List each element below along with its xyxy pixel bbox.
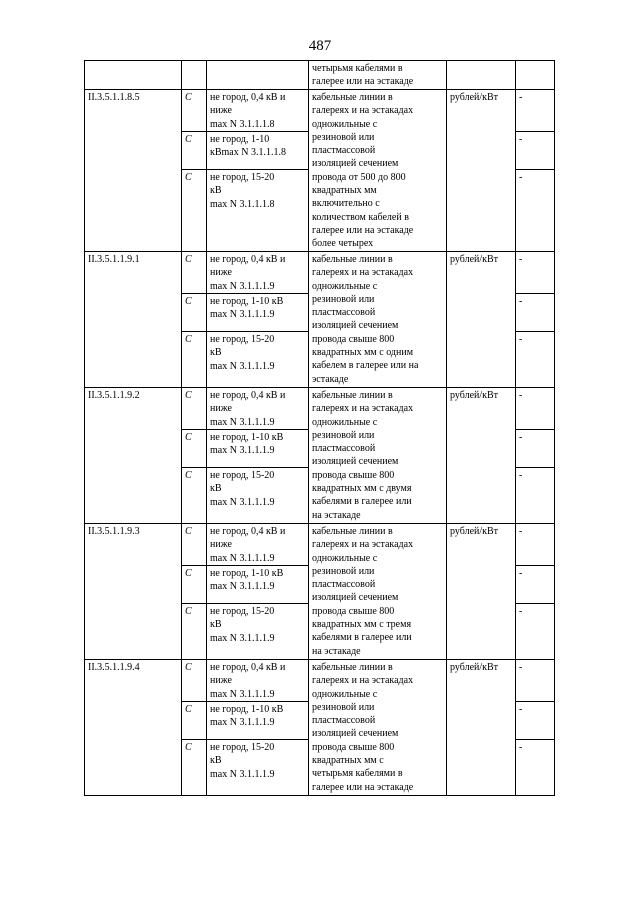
code-text: II.3.5.1.1.9.4 xyxy=(88,662,140,673)
category-cell xyxy=(182,468,207,524)
category-text: С xyxy=(185,134,192,145)
unit-cell xyxy=(447,660,516,796)
description-text: кабельные линии в галереях и на эстакадах одножильные с резиновой или пластмассовой изоляцией сечением провода свыше 800 квадратных мм с двумя кабелями в галерее или на эстакаде xyxy=(312,390,414,521)
term-cell xyxy=(207,702,309,740)
category-cell xyxy=(182,660,207,702)
term-cell xyxy=(207,740,309,796)
table-row xyxy=(85,660,555,702)
page-number: 487 xyxy=(308,38,332,54)
value-text: - xyxy=(519,254,523,265)
value-cell xyxy=(516,566,555,604)
term-text: не город, 1-10 кВ max N 3.1.1.1.9 xyxy=(210,568,284,593)
description-cell xyxy=(309,388,447,524)
description-text: кабельные линии в галереях и на эстакадах одножильные с резиновой или пластмассовой изоляцией сечением провода от 500 до 800 квадратных мм включительно с количеством кабелей в галерее или на эстакаде более четырех xyxy=(312,92,414,250)
term-text: не город, 15-20 кВ max N 3.1.1.1.8 xyxy=(210,172,275,210)
term-cell xyxy=(207,468,309,524)
category-text: С xyxy=(185,568,192,579)
code-text: II.3.5.1.1.9.1 xyxy=(88,254,140,265)
category-text: С xyxy=(185,662,192,673)
value-cell xyxy=(516,388,555,430)
category-text: С xyxy=(185,470,192,481)
code-cell xyxy=(85,90,182,252)
value-text: - xyxy=(519,606,523,617)
description-cell xyxy=(309,61,447,90)
unit-cell xyxy=(447,524,516,660)
code-cell xyxy=(85,660,182,796)
value-text: - xyxy=(519,742,523,753)
term-text: не город, 15-20 кВ max N 3.1.1.1.9 xyxy=(210,606,275,644)
term-text: не город, 15-20 кВ max N 3.1.1.1.9 xyxy=(210,742,275,780)
term-text: не город, 0,4 кВ и ниже max N 3.1.1.1.9 xyxy=(210,390,286,428)
value-cell xyxy=(516,468,555,524)
code-cell xyxy=(85,524,182,660)
value-cell xyxy=(516,524,555,566)
term-text: не город, 0,4 кВ и ниже max N 3.1.1.1.9 xyxy=(210,526,286,564)
unit-cell xyxy=(447,61,516,90)
value-cell xyxy=(516,90,555,132)
value-cell xyxy=(516,170,555,252)
code-cell xyxy=(85,252,182,388)
code-text: II.3.5.1.1.9.2 xyxy=(88,390,140,401)
category-cell xyxy=(182,566,207,604)
unit-text: рублей/кВт xyxy=(450,254,499,265)
table-row xyxy=(85,252,555,294)
value-text: - xyxy=(519,704,523,715)
value-cell xyxy=(516,740,555,796)
value-cell xyxy=(516,61,555,90)
term-text: не город, 0,4 кВ и ниже max N 3.1.1.1.9 xyxy=(210,254,286,292)
code-cell xyxy=(85,61,182,90)
description-cell xyxy=(309,660,447,796)
code-text: II.3.5.1.1.9.3 xyxy=(88,526,140,537)
category-cell xyxy=(182,388,207,430)
code-cell xyxy=(85,388,182,524)
description-text: кабельные линии в галереях и на эстакадах одножильные с резиновой или пластмассовой изоляцией сечением провода свыше 800 квадратных мм с четырьмя кабелями в галерее или на эстакаде xyxy=(312,662,414,793)
term-text: не город, 1-10 кВ max N 3.1.1.1.9 xyxy=(210,432,284,457)
term-cell xyxy=(207,430,309,468)
value-text: - xyxy=(519,134,523,145)
term-cell xyxy=(207,332,309,388)
category-text: С xyxy=(185,172,192,183)
description-text: кабельные линии в галереях и на эстакадах одножильные с резиновой или пластмассовой изоляцией сечением провода свыше 800 квадратных мм с одним кабелем в галерее или на эстакаде xyxy=(312,254,419,385)
description-cell xyxy=(309,90,447,252)
category-text: С xyxy=(185,92,192,103)
category-text: С xyxy=(185,704,192,715)
category-cell xyxy=(182,170,207,252)
code-text: II.3.5.1.1.8.5 xyxy=(88,92,140,103)
category-text: С xyxy=(185,334,192,345)
value-text: - xyxy=(519,568,523,579)
term-cell xyxy=(207,388,309,430)
term-cell xyxy=(207,660,309,702)
term-text: не город, 15-20 кВ max N 3.1.1.1.9 xyxy=(210,470,275,508)
continuation-row xyxy=(85,61,555,90)
value-cell xyxy=(516,430,555,468)
unit-text: рублей/кВт xyxy=(450,390,499,401)
value-cell xyxy=(516,132,555,170)
table-row xyxy=(85,90,555,132)
value-text: - xyxy=(519,662,523,673)
category-text: С xyxy=(185,526,192,537)
term-cell xyxy=(207,90,309,132)
term-text: не город, 1-10 кВ max N 3.1.1.1.9 xyxy=(210,296,284,321)
description-cell xyxy=(309,524,447,660)
description-text: четырьмя кабелями в галерее или на эстакаде xyxy=(312,63,414,88)
category-cell xyxy=(182,740,207,796)
category-cell xyxy=(182,332,207,388)
term-text: не город, 0,4 кВ и ниже max N 3.1.1.1.8 xyxy=(210,92,286,130)
term-cell xyxy=(207,252,309,294)
term-text: не город, 15-20 кВ max N 3.1.1.1.9 xyxy=(210,334,275,372)
term-cell xyxy=(207,294,309,332)
unit-cell xyxy=(447,252,516,388)
value-text: - xyxy=(519,334,523,345)
category-text: С xyxy=(185,606,192,617)
tariff-table-body xyxy=(85,61,555,796)
term-cell xyxy=(207,132,309,170)
category-cell xyxy=(182,702,207,740)
value-cell xyxy=(516,252,555,294)
unit-cell xyxy=(447,388,516,524)
category-text: С xyxy=(185,296,192,307)
category-cell xyxy=(182,430,207,468)
table-row xyxy=(85,524,555,566)
value-cell xyxy=(516,660,555,702)
table-row xyxy=(85,388,555,430)
value-text: - xyxy=(519,296,523,307)
value-cell xyxy=(516,294,555,332)
value-cell xyxy=(516,702,555,740)
value-cell xyxy=(516,332,555,388)
value-cell xyxy=(516,604,555,660)
unit-text: рублей/кВт xyxy=(450,526,499,537)
value-text: - xyxy=(519,92,523,103)
category-text: С xyxy=(185,390,192,401)
term-cell xyxy=(207,524,309,566)
category-cell xyxy=(182,90,207,132)
category-cell xyxy=(182,294,207,332)
category-cell xyxy=(182,252,207,294)
unit-text: рублей/кВт xyxy=(450,92,499,103)
category-cell xyxy=(182,61,207,90)
description-cell xyxy=(309,252,447,388)
value-text: - xyxy=(519,172,523,183)
term-cell xyxy=(207,604,309,660)
category-cell xyxy=(182,524,207,566)
category-cell xyxy=(182,604,207,660)
value-text: - xyxy=(519,470,523,481)
term-text: не город, 0,4 кВ и ниже max N 3.1.1.1.9 xyxy=(210,662,286,700)
term-cell xyxy=(207,61,309,90)
term-cell xyxy=(207,566,309,604)
category-text: С xyxy=(185,254,192,265)
value-text: - xyxy=(519,390,523,401)
category-cell xyxy=(182,132,207,170)
unit-text: рублей/кВт xyxy=(450,662,499,673)
tariff-table xyxy=(84,60,555,796)
category-text: С xyxy=(185,742,192,753)
term-text: не город, 1-10 кВmax N 3.1.1.1.8 xyxy=(210,134,286,159)
term-text: не город, 1-10 кВ max N 3.1.1.1.9 xyxy=(210,704,284,729)
value-text: - xyxy=(519,526,523,537)
unit-cell xyxy=(447,90,516,252)
term-cell xyxy=(207,170,309,252)
value-text: - xyxy=(519,432,523,443)
category-text: С xyxy=(185,432,192,443)
description-text: кабельные линии в галереях и на эстакадах одножильные с резиновой или пластмассовой изоляцией сечением провода свыше 800 квадратных мм с тремя кабелями в галерее или на эстакаде xyxy=(312,526,414,657)
